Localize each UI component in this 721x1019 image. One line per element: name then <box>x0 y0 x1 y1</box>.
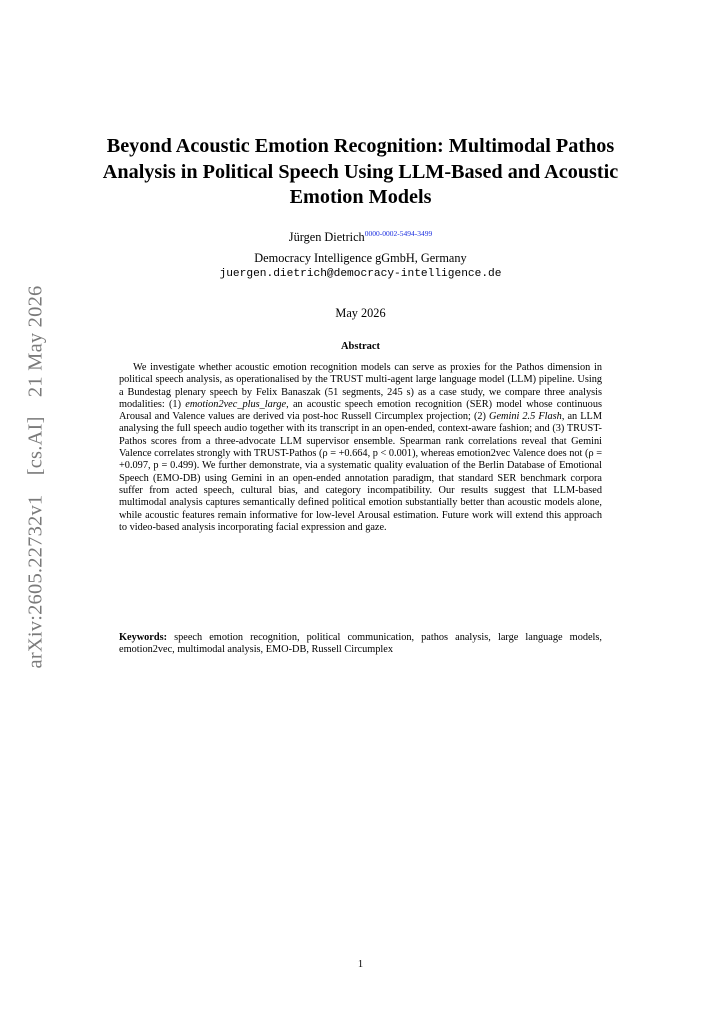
abstract-part-3: , an LLM analysing the full speech audio together with its transcript in an open-ended, context-aware fashion; and (3) TRUST-Pathos scores from a three-advocate LLM supervisor ensemble. Spearman rank correlations reveal that Gemini Valence correlates strongly with TRUST-Pathos (ρ = +0.664, p < 0.001), whereas emotion2vec Valence does not (ρ = +0.097, p = 0.499). We further demonstrate, via a systematic quality evaluation of the Berlin Database of Emotional Speech (EMO-DB) using Gemini in an open-ended annotation paradigm, that standard SER benchmark corpora suffer from acted speech, cultural bias, and category incompatibility. Our results suggest that LLM-based multimodal analysis captures semantically defined political emotion substantially better than acoustic models alone, while acoustic features remain informative for low-level Arousal estimation. Future work will extend this approach to video-based analysis incorporating facial expression and gaze. <box>119 411 602 533</box>
page-number: 1 <box>357 959 364 970</box>
arxiv-id: arXiv:2605.22732v1 <box>24 494 47 669</box>
arxiv-category: [cs.AI] <box>24 416 47 476</box>
orcid-link[interactable]: 0000-0002-5494-3499 <box>364 229 433 238</box>
arxiv-date: 21 May 2026 <box>24 285 47 398</box>
author-email[interactable]: juergen.dietrich@democracy-intelligence.de <box>219 268 502 280</box>
abstract-heading: Abstract <box>340 341 381 352</box>
keywords-label: Keywords: <box>119 632 168 643</box>
paper-title: Beyond Acoustic Emotion Recognition: Multimodal Pathos Analysis in Political Speech Using LLM-Based and Acoustic Emotion Models <box>102 135 619 208</box>
keywords <box>119 632 602 657</box>
abstract-text <box>119 362 602 534</box>
arxiv-stamp <box>25 272 48 669</box>
abstract-part-1: We investigate whether acoustic emotion recognition models can serve as proxies for the Pathos dimension in political speech analysis, as operationalised by the TRUST multi-agent large language model (LLM) pipeline. Using a Bundestag plenary speech by Felix Banaszak (51 segments, 245 s) as a case study, we compare three analysis modalities: (1) <box>119 362 602 410</box>
keywords-list: speech emotion recognition, political communication, pathos analysis, large language models, emotion2vec, multimodal analysis, EMO-DB, Russell Circumplex <box>119 632 602 656</box>
author-name: Jürgen Dietrich <box>288 230 365 244</box>
affiliation: Democracy Intelligence gGmbH, Germany <box>254 251 467 265</box>
model-name-emotion2vec: emotion2vec_plus_large <box>185 398 287 410</box>
paper-date: May 2026 <box>335 306 386 320</box>
author-line <box>100 229 621 245</box>
abstract-part-2: , an acoustic speech emotion recognition (SER) model whose continuous Arousal and Valence values are derived via post-hoc Russell Circumplex projection; (2) <box>119 398 602 423</box>
model-name-gemini: Gemini 2.5 Flash <box>489 411 562 423</box>
